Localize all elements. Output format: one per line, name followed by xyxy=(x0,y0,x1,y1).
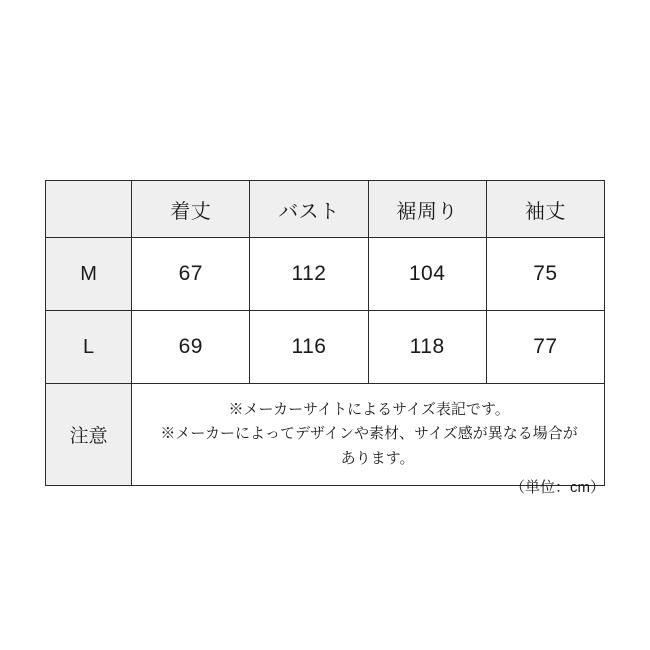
cell-m-hem: 104 xyxy=(368,238,486,311)
unit-caption: （単位：cm） xyxy=(510,479,605,496)
note-line-3: あります。 xyxy=(340,449,415,467)
size-table-header xyxy=(46,181,605,238)
cell-l-sleeve: 77 xyxy=(486,311,604,384)
size-table-body xyxy=(46,238,605,486)
header-cell-length: 着丈 xyxy=(132,181,250,238)
size-table-container xyxy=(45,180,605,486)
row-label-l: L xyxy=(46,311,132,384)
cell-m-length: 67 xyxy=(132,238,250,311)
size-table xyxy=(45,180,605,486)
cell-m-bust: 112 xyxy=(250,238,368,311)
header-cell-bust: バスト xyxy=(250,181,368,238)
row-label-m: M xyxy=(46,238,132,311)
cell-l-length: 69 xyxy=(132,311,250,384)
note-cell xyxy=(132,384,605,486)
cell-m-sleeve: 75 xyxy=(486,238,604,311)
cell-l-bust: 116 xyxy=(250,311,368,384)
table-row xyxy=(46,311,605,384)
header-cell-hem: 裾周り xyxy=(368,181,486,238)
note-line-1: ※メーカーサイトによるサイズ表記です。 xyxy=(228,401,510,418)
header-cell-sleeve: 袖丈 xyxy=(486,181,604,238)
header-corner-cell xyxy=(46,181,132,238)
note-line-2: ※メーカーによってデザインや素材、サイズ感が異なる場合が xyxy=(160,425,578,443)
cell-l-hem: 118 xyxy=(368,311,486,384)
header-row xyxy=(46,181,605,238)
table-row xyxy=(46,238,605,311)
table-note-row xyxy=(46,384,605,486)
row-label-note: 注意 xyxy=(46,384,132,486)
